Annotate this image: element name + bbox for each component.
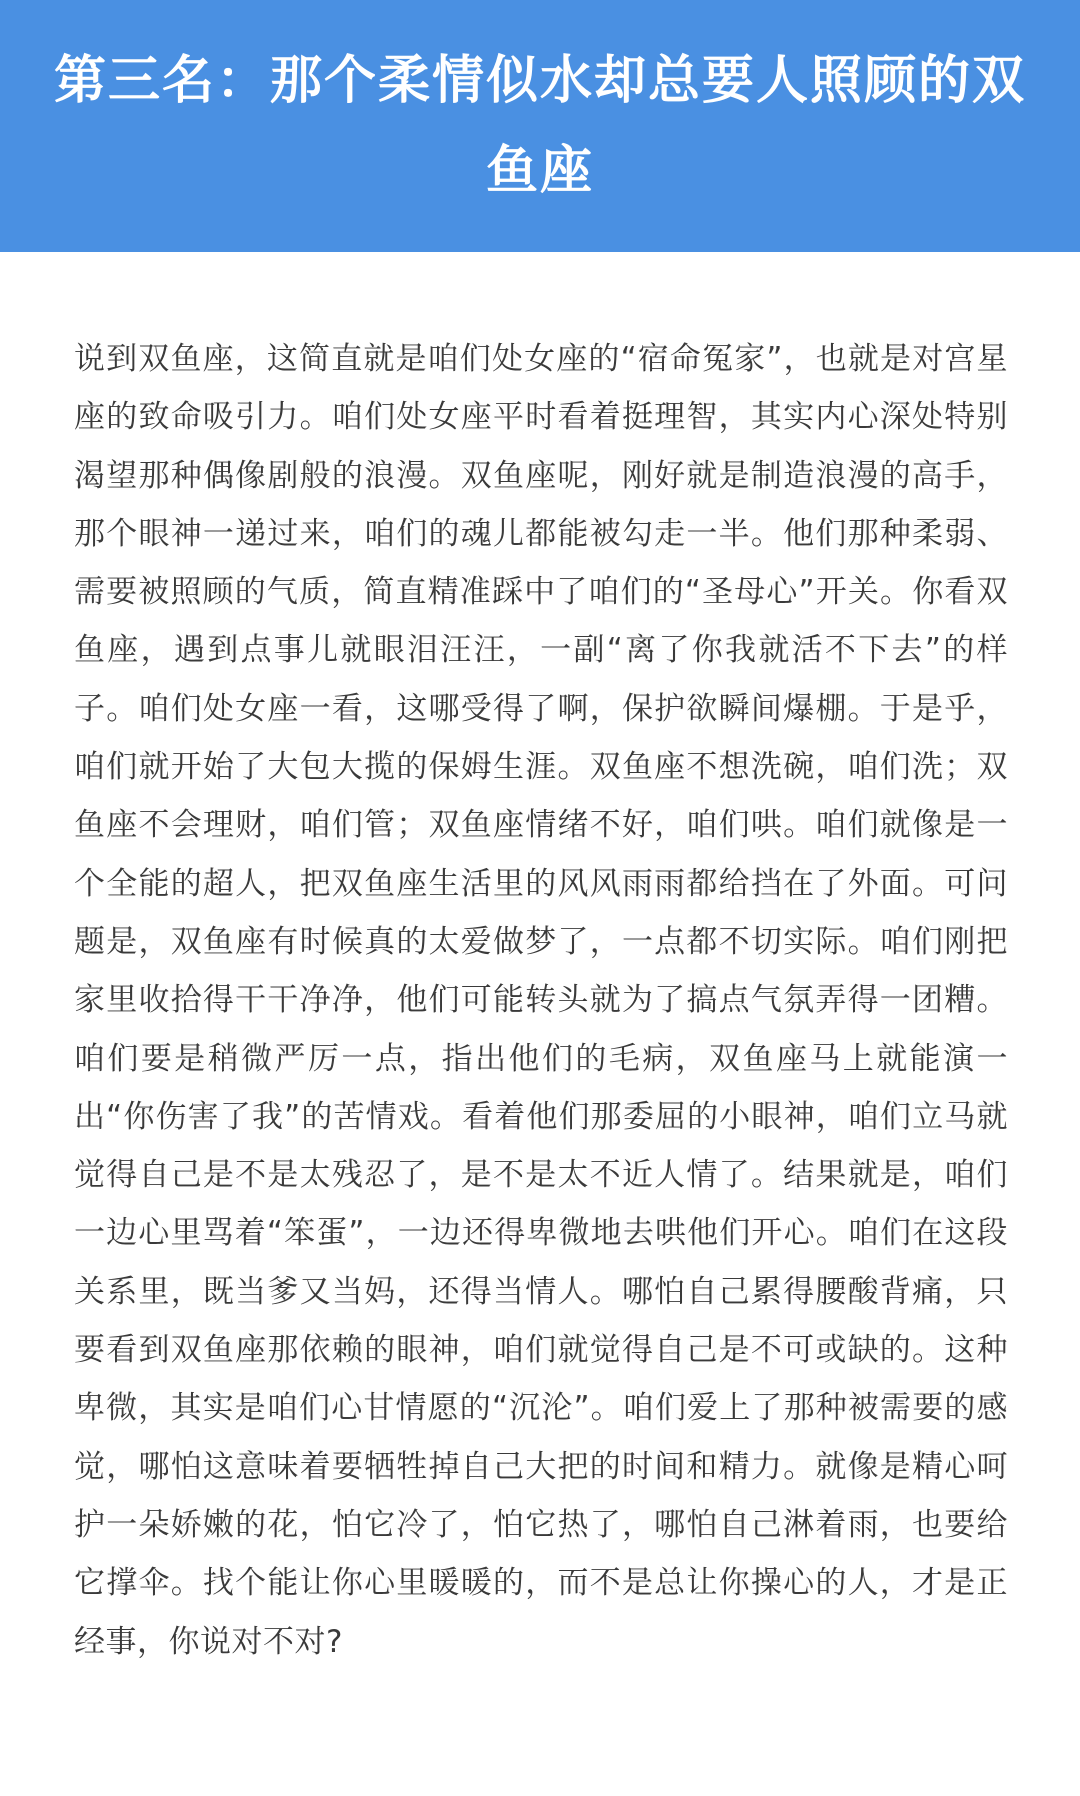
- article-content: [74, 330, 1008, 1760]
- page-title: 第三名：那个柔情似水却总要人照顾的双鱼座: [53, 51, 1026, 201]
- article-paragraph: 说到双鱼座，这简直就是咱们处女座的“宿命冤家”，也就是对宫星座的致命吸引力。咱们处女座平时看着挺理智，其实内心深处特别渴望那种偶像剧般的浪漫。双鱼座呢，刚好就是制造浪漫的高手，那个眼神一递过来，咱们的魂儿都能被勾走一半。他们那种柔弱、需要被照顾的气质，简直精准踩中了咱们的“圣母心”开关。你看双鱼座，遇到点事儿就眼泪汪汪，一副“离了你我就活不下去”的样子。咱们处女座一看，这哪受得了啊，保护欲瞬间爆棚。于是乎，咱们就开始了大包大揽的保姆生涯。双鱼座不想洗碗，咱们洗；双鱼座不会理财，咱们管；双鱼座情绪不好，咱们哄。咱们就像是一个全能的超人，把双鱼座生活里的风风雨雨都给挡在了外面。可问题是，双鱼座有时候真的太爱做梦了，一点都不切实际。咱们刚把家里收拾得干干净净，他们可能转头就为了搞点气氛弄得一团糟。咱们要是稍微严厉一点，指出他们的毛病，双鱼座马上就能演一出“你伤害了我”的苦情戏。看着他们那委屈的小眼神，咱们立马就觉得自己是不是太残忍了，是不是太不近人情了。结果就是，咱们一边心里骂着“笨蛋”，一边还得卑微地去哄他们开心。咱们在这段关系里，既当爹又当妈，还得当情人。哪怕自己累得腰酸背痛，只要看到双鱼座那依赖的眼神，咱们就觉得自己是不可或缺的。这种卑微，其实是咱们心甘情愿的“沉沦”。咱们爱上了那种被需要的感觉，哪怕这意味着要牺牲掉自己大把的时间和精力。就像是精心呵护一朵娇嫩的花，怕它冷了，怕它热了，哪怕自己淋着雨，也要给它撑伞。找个能让你心里暖暖的，而不是总让你操心的人，才是正经事，你说对不对?: [74, 341, 1008, 1660]
- header-banner: [0, 0, 1080, 252]
